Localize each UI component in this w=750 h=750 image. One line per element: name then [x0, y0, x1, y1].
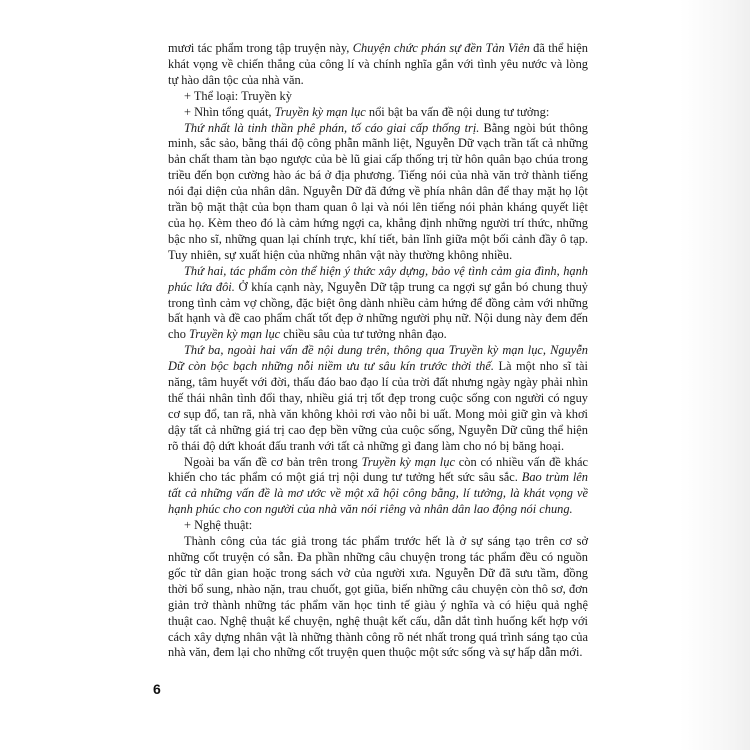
text-run-italic: Thứ hai, tác phẩm còn thể hiện ý thức xây dựng, bảo vệ tình cảm gia đình, hạnh phúc lứa đôi.	[168, 263, 588, 294]
text-run-italic: Truyền kỳ mạn lục	[361, 454, 455, 469]
text-run: mươi tác phẩm trong tập truyện này,	[168, 41, 353, 55]
paragraph-6	[168, 343, 588, 454]
text-run: + Thể loại: Truyền kỳ	[184, 88, 292, 103]
page-edge-shadow	[680, 0, 750, 750]
text-run: nổi bật ba vấn đề nội dung tư tưởng:	[365, 104, 550, 119]
text-run-italic: Thứ nhất là tinh thần phê phán, tố cáo giai cấp thống trị.	[184, 120, 480, 135]
text-run: Ngoài ba vấn đề cơ bản trên trong	[184, 454, 362, 469]
text-run: + Nghệ thuật:	[184, 518, 253, 533]
paragraph-7	[168, 455, 588, 519]
text-run-italic: Chuyện chức phán sự đền Tản Viên	[352, 41, 530, 55]
text-run-italic: Truyền kỳ mạn lục	[189, 327, 281, 342]
text-run: Thành công của tác giả trong tác phẩm trước hết là ở sự sáng tạo trên cơ sở những cốt truyện có sẵn. Đa phần những câu chuyện trong tác phẩm đều có nguồn gốc từ dân gian hoặc trong sách vở của người xưa. Nguyễn Dữ đã sưu tầm, đồng thời bổ sung, nhào nặn, trau chuốt, gọt giũa, biến những câu chuyện còn thô sơ, đơn giản trở thành những tác phẩm văn học tinh tế giàu ý nghĩa và có hiệu quả nghệ thuật cao. Nghệ thuật kể chuyện, nghệ thuật kết cấu, dẫn dắt tình huống kết hợp với cách xây dựng nhân vật là những thành công rõ nét nhất trong quá trình sáng tạo của nhà văn, đem lại cho những cốt truyện quen thuộc một sức sống và sự hấp dẫn mới.	[168, 534, 588, 660]
paragraph-2	[168, 89, 588, 105]
paragraph-5	[168, 264, 588, 344]
paragraph-1	[168, 41, 588, 89]
text-run: chiều sâu của tư tưởng nhân đạo.	[280, 327, 447, 342]
text-run: còn có nhiều vấn đề khác khiến cho tác phẩm có một giá trị nội dung tư tưởng hết sức sâu sắc.	[168, 454, 589, 485]
text-run-italic: Thứ ba, ngoài hai vấn đề nội dung trên, thông qua Truyền kỳ mạn lục, Nguyễn Dữ còn bộc bạch những nỗi niềm ưu tư sâu kín trước thời thế.	[168, 343, 588, 374]
text-run: Là một nho sĩ tài năng, tâm huyết với đời, thấu đáo bao đạo lí của trời đất nhưng ngày ngày phải nhìn thế thái nhân tình đổi thay, nhiều giá trị tốt đẹp trong cuộc sống con người có nguy cơ sụp đổ, tan rã, nhà văn không khỏi rơi vào nỗi bi uất. Mong mỏi giữ gìn và khơi dậy tất cả những giá trị cao đẹp bền vững của cuộc sống, Nguyễn Dữ cũng thể hiện rõ thái độ dứt khoát đấu tranh với tất cả những gì đang làm cho nó bị băng hoại.	[168, 359, 588, 453]
text-run: + Nhìn tổng quát,	[184, 104, 275, 119]
paragraph-4	[168, 121, 588, 264]
text-run: Bằng ngòi bút thông minh, sắc sảo, bằng thái độ công phẫn mãnh liệt, Nguyễn Dữ vạch trần tất cả những bản chất tham tàn bạo ngược của bè lũ giai cấp thống trị từ hôn quân bạo chúa trong triều đến bọn cường hào ác bá ở địa phương. Tiếng nói của nhà văn trở thành tiếng nói đại diện của nhân dân. Nguyễn Dữ đã đứng về phía nhân dân để thay mặt họ lột trần bộ mặt thật của bọn tham quan ô lại và nói lên tiếng nói phản kháng quyết liệt của họ. Kèm theo đó là cảm hứng ngợi ca, khẳng định những người trí thức, những bậc nho sĩ, những quan lại chính trực, khí tiết, bản lĩnh giữa một bối cảnh đầy ô tạp. Tuy nhiên, sự xuất hiện của những nhân vật này thường không nhiều.	[168, 120, 588, 262]
text-run-italic: Bao trùm lên tất cả những vấn đề là mơ ước về một xã hội công bằng, lí tưởng, là khát vọng về hạnh phúc cho con người của nhà văn nói riêng và nhân dân lao động nói chung.	[168, 470, 588, 517]
text-run: đã thể hiện khát vọng về chiến thắng của công lí và chính nghĩa gắn với tình yêu nước và lòng tự hào dân tộc của nhà văn.	[168, 41, 588, 87]
text-run-italic: Truyền kỳ mạn lục	[274, 104, 366, 119]
page-number: 6	[153, 681, 161, 697]
paragraph-3	[168, 105, 588, 121]
paragraph-8	[168, 518, 588, 534]
paragraph-9	[168, 534, 588, 661]
text-run: Ở khía cạnh này, Nguyễn Dữ tập trung ca ngợi sự gắn bó chung thuỷ trong tình cảm vợ chồng, đặc biệt ông dành nhiều cảm hứng để đồng cảm với những bất hạnh và đề cao phẩm chất tốt đẹp ở những người phụ nữ. Nội dung này đem đến cho	[168, 279, 588, 342]
body-text	[168, 41, 588, 661]
